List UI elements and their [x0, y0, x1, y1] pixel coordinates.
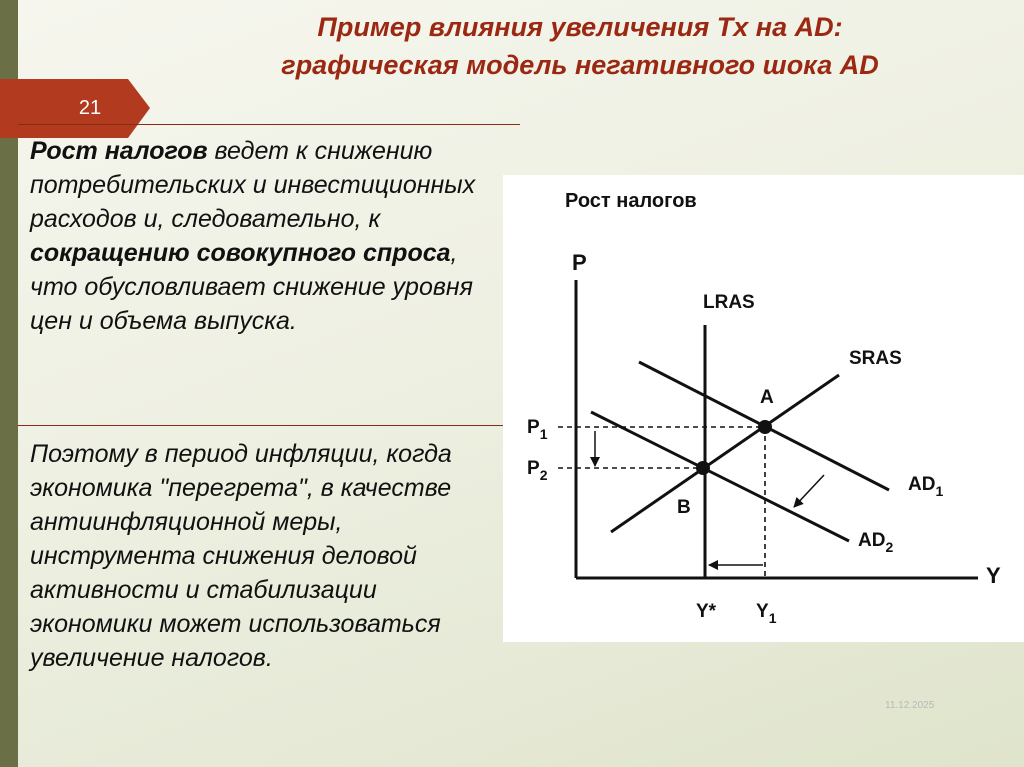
slide-date: 11.12.2025: [885, 700, 935, 711]
y1-label-sub: 1: [768, 610, 777, 626]
sras-line: [611, 375, 839, 532]
ad2-label-sub: 2: [885, 539, 894, 555]
p2-label: [527, 458, 548, 483]
divider-middle: [18, 425, 520, 426]
lras-label: LRAS: [703, 292, 755, 313]
y1-label-main: Y: [756, 601, 769, 622]
ad2-label: [858, 530, 893, 555]
diagram-svg: [503, 175, 1024, 642]
p1-label-main: P: [527, 417, 540, 438]
ad1-label-main: AD: [908, 474, 936, 495]
bold-tax-growth: Рост налогов: [30, 137, 208, 165]
axis-label-p: P: [572, 250, 587, 275]
ad1-label: [908, 474, 943, 499]
point-b-label: B: [677, 497, 691, 518]
slide-number: 21: [78, 97, 102, 119]
ad-shift-arrow: [794, 475, 824, 507]
ad2-label-main: AD: [858, 530, 886, 551]
p1-label: [527, 417, 548, 442]
title-line-2: графическая модель негативного шока AD: [281, 50, 879, 80]
title-line-1: Пример влияния увеличения Tx на AD:: [317, 12, 843, 42]
point-a-label: A: [760, 387, 774, 408]
ystar-label: Y*: [696, 601, 717, 622]
paragraph-tax-effect: [30, 134, 505, 338]
point-a-marker: [758, 420, 772, 434]
bold-demand-reduction: сокращению совокупного спроса: [30, 239, 451, 267]
ad2-line: [591, 412, 849, 541]
slide-title: [150, 8, 1010, 84]
paragraph-anti-inflation: Поэтому в период инфляции, когда экономика "перегрета", в качестве антиинфляционной меры, инструмента снижения деловой активности и стабилизации экономики может использоваться увеличение налогов.: [30, 440, 452, 672]
sras-label: SRAS: [849, 348, 902, 369]
axis-label-y: Y: [986, 563, 1001, 588]
point-b-marker: [696, 461, 710, 475]
text-part-1: ведет к снижению потребительских и инвестиционных расходов и, следовательно, к: [30, 137, 476, 233]
y1-label: [756, 601, 777, 626]
diagram-title: Рост налогов: [565, 190, 697, 212]
text-part-2: , что обусловливает снижение уровня цен и объема выпуска.: [30, 239, 474, 335]
p2-label-sub: 2: [539, 467, 548, 483]
ad1-label-sub: 1: [935, 483, 944, 499]
divider-top: [18, 124, 520, 125]
p1-label-sub: 1: [539, 426, 548, 442]
p2-label-main: P: [527, 458, 540, 479]
ad-shock-diagram: [503, 175, 1024, 642]
